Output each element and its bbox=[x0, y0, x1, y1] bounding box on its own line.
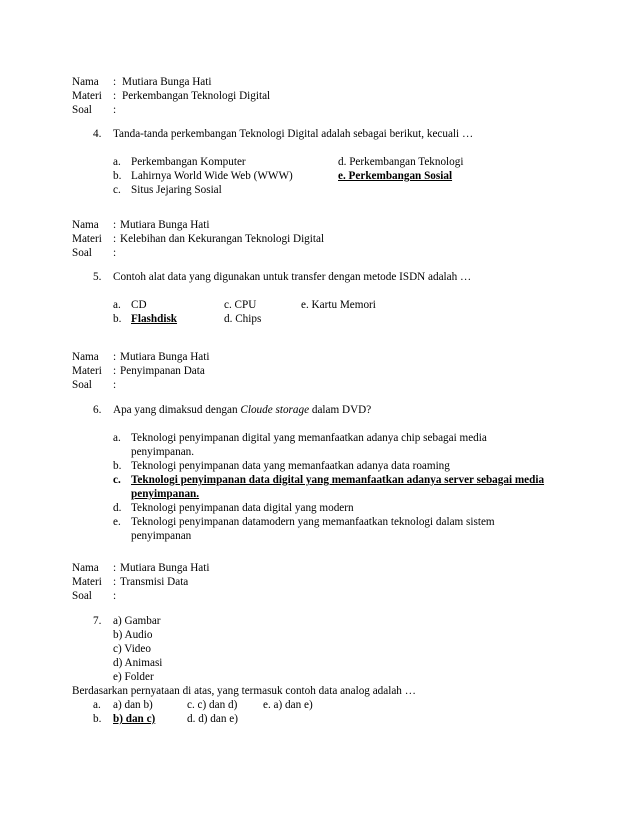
materi-value: Penyimpanan Data bbox=[120, 365, 205, 377]
option-d: d. Chips bbox=[224, 313, 262, 325]
nama-label: Nama bbox=[72, 76, 99, 88]
statement-item: c) Video bbox=[113, 643, 151, 655]
section-3-header: Nama : Mutiara Bunga Hati Materi : Penyimpanan Data Soal : bbox=[72, 351, 210, 391]
option-e: e. Kartu Memori bbox=[301, 299, 376, 311]
question-4 bbox=[0, 127, 638, 141]
option-b: Teknologi penyimpanan data yang memanfaatkan adanya data roaming bbox=[131, 460, 450, 472]
nama-value: Mutiara Bunga Hati bbox=[120, 351, 210, 363]
option-e: e. a) dan e) bbox=[263, 699, 313, 711]
option-d: d. Perkembangan Teknologi bbox=[338, 156, 464, 168]
question-text: Apa yang dimaksud dengan Cloude storage dalam DVD? bbox=[113, 404, 372, 416]
option-b-answer: b) dan c) bbox=[113, 713, 156, 725]
option-c: c. c) dan d) bbox=[187, 699, 238, 711]
nama-value: Mutiara Bunga Hati bbox=[120, 219, 210, 231]
option-b-answer: Flashdisk bbox=[131, 313, 178, 325]
question-number: 4. bbox=[93, 128, 102, 140]
statement-item: e) Folder bbox=[113, 671, 154, 683]
materi-value: Perkembangan Teknologi Digital bbox=[122, 90, 271, 102]
section-2-header: Nama : Mutiara Bunga Hati Materi : Kelebihan dan Kekurangan Teknologi Digital Soal : bbox=[72, 219, 325, 259]
question-4-options: a. Perkembangan Komputer d. Perkembangan Teknologi b. Lahirnya World Wide Web (WWW) e. Perkembangan Sosial c. Situs Jejaring Sosial bbox=[113, 156, 464, 196]
nama-value: Mutiara Bunga Hati bbox=[120, 562, 210, 574]
nama-value: Mutiara Bunga Hati bbox=[122, 76, 212, 88]
question-text: Berdasarkan pernyataan di atas, yang termasuk contoh data analog adalah … bbox=[72, 685, 416, 697]
statement-item: b) Audio bbox=[113, 629, 153, 641]
question-7: 7. a) Gambar b) Audio c) Video d) Animasi e) Folder Berdasarkan pernyataan di atas, yang termasuk contoh data analog adalah … a. a) dan b) c. c) dan d) e. a) dan e) b. b) dan c) d. d) dan e) bbox=[72, 615, 416, 725]
statement-item: d) Animasi bbox=[113, 657, 163, 669]
option-c: Situs Jejaring Sosial bbox=[131, 184, 222, 196]
question-6: 6. Apa yang dimaksud dengan Cloude storage dalam DVD? bbox=[93, 404, 372, 416]
option-a: Perkembangan Komputer bbox=[131, 156, 246, 168]
option-a: a) dan b) bbox=[113, 699, 153, 711]
statement-item: a) Gambar bbox=[113, 615, 161, 627]
question-text: Tanda-tanda perkembangan Teknologi Digital adalah sebagai berikut, kecuali … bbox=[113, 128, 474, 140]
question-6-options: a. Teknologi penyimpanan digital yang memanfaatkan adanya chip sebagai media penyimpanan. b. Teknologi penyimpanan data yang memanfaatkan adanya data roaming c. Teknologi penyimpanan data digital yang memanfaatkan adanya server sebagai media penyimpanan. d. Teknologi penyimpanan data digital yang modern e. Teknologi penyimpanan datamodern yang memanfaatkan teknologi dalam sistem penyimpanan bbox=[113, 432, 545, 542]
section-1-header: Nama : Mutiara Bunga Hati Materi : Perkembangan Teknologi Digital Soal : bbox=[72, 76, 271, 116]
option-a: Teknologi penyimpanan digital yang memanfaatkan adanya chip sebagai media bbox=[131, 432, 487, 444]
question-text: Contoh alat data yang digunakan untuk transfer dengan metode ISDN adalah … bbox=[113, 271, 472, 283]
option-e-answer: e. Perkembangan Sosial bbox=[338, 170, 453, 182]
question-5: 5. Contoh alat data yang digunakan untuk transfer dengan metode ISDN adalah … bbox=[93, 271, 472, 283]
materi-value: Kelebihan dan Kekurangan Teknologi Digital bbox=[120, 233, 325, 245]
section-4-header: Nama : Mutiara Bunga Hati Materi : Transmisi Data Soal : bbox=[72, 562, 210, 602]
materi-value: Transmisi Data bbox=[120, 576, 189, 588]
option-d: Teknologi penyimpanan data digital yang modern bbox=[131, 502, 354, 514]
option-e: Teknologi penyimpanan datamodern yang memanfaatkan teknologi dalam sistem bbox=[131, 516, 495, 528]
question-5-options: a. CD c. CPU e. Kartu Memori b. Flashdisk d. Chips bbox=[113, 299, 376, 325]
option-d: d. d) dan e) bbox=[187, 713, 238, 725]
option-c-answer: Teknologi penyimpanan data digital yang memanfaatkan adanya server sebagai media bbox=[131, 474, 545, 486]
soal-label: Soal bbox=[72, 104, 92, 116]
materi-label: Materi bbox=[72, 90, 102, 102]
option-c: c. CPU bbox=[224, 299, 257, 311]
option-a: CD bbox=[131, 299, 147, 311]
option-b: Lahirnya World Wide Web (WWW) bbox=[131, 170, 293, 182]
